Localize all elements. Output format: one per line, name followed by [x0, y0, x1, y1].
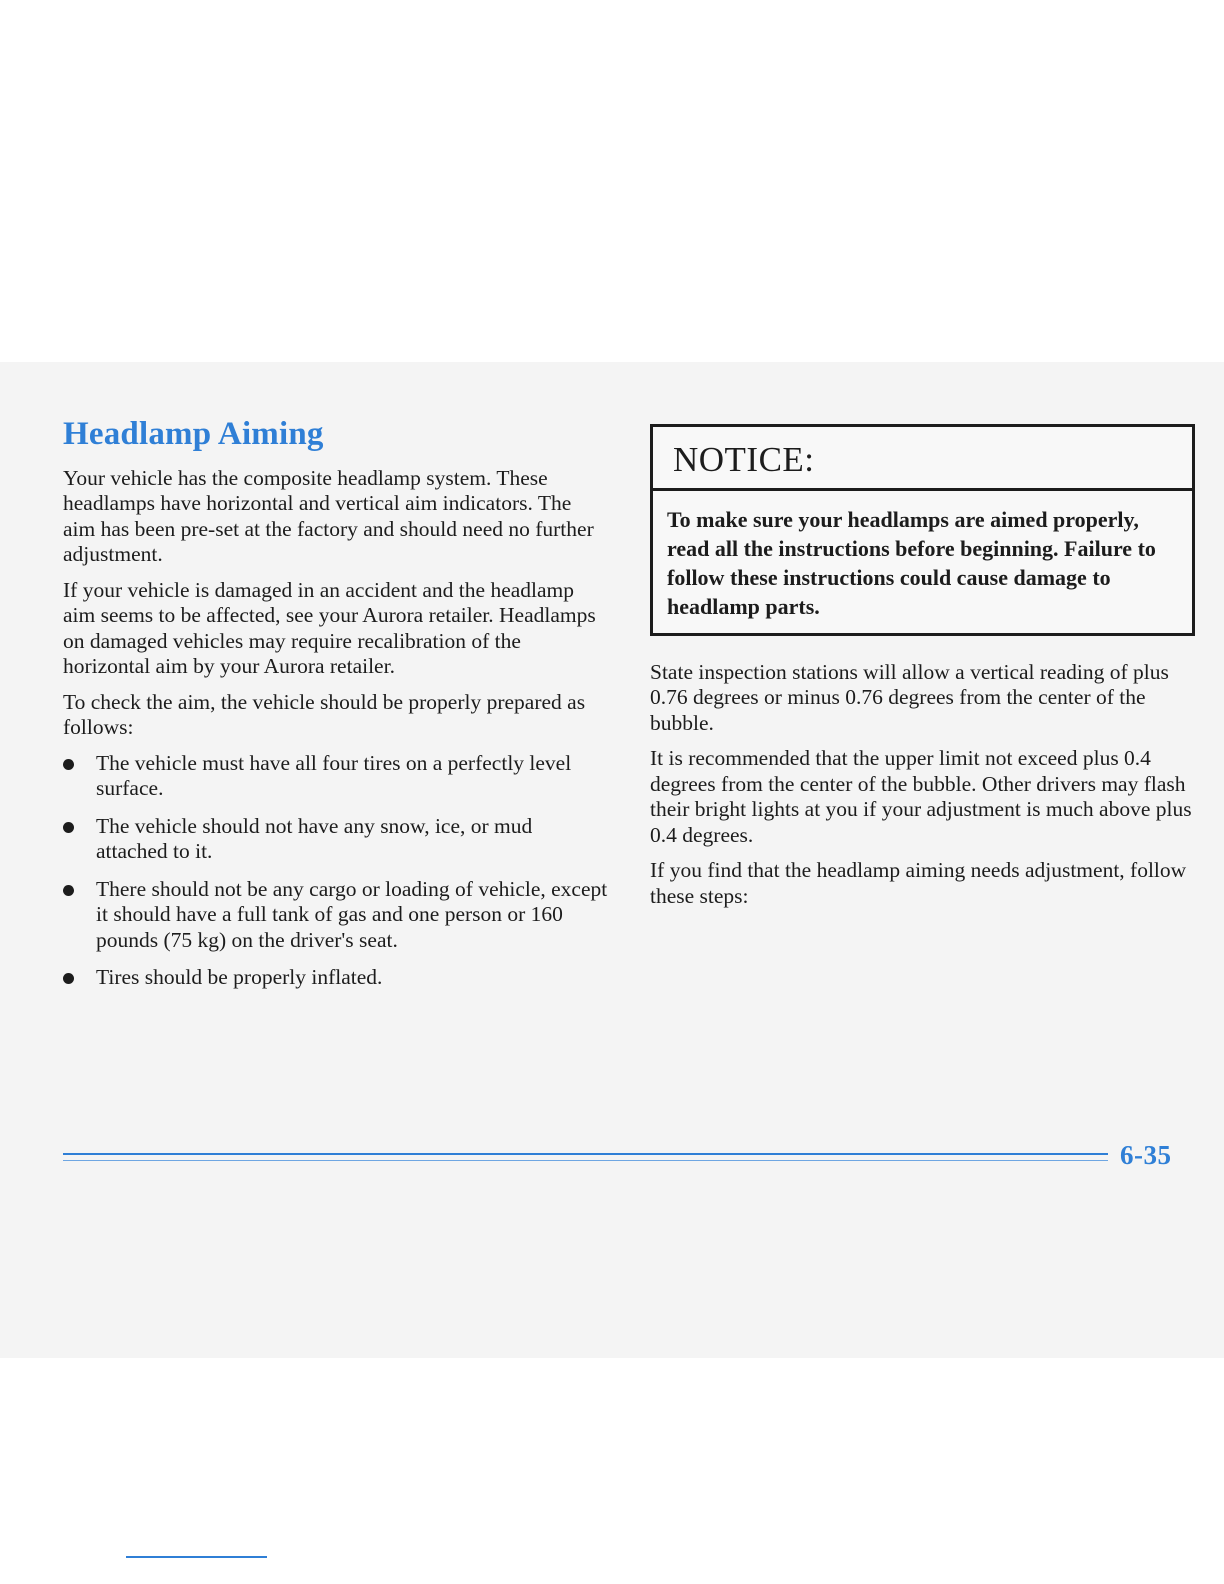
- list-item-text: Tires should be properly inflated.: [96, 965, 383, 990]
- bullet-icon: [63, 822, 74, 833]
- inspection-paragraph: State inspection stations will allow a vertical reading of plus 0.76 degrees or minus 0.76 degrees from the center of the bubble.: [650, 659, 1169, 735]
- section-title: Headlamp Aiming: [63, 416, 324, 452]
- damage-paragraph: If your vehicle is damaged in an accident and the headlamp aim seems to be affected, see your Aurora retailer. Headlamps on damaged vehicles may require recalibration of the horizontal aim by your Aurora retailer.: [63, 577, 596, 679]
- page-number: 6-35: [1120, 1140, 1172, 1170]
- adjustment-paragraph: If you find that the headlamp aiming needs adjustment, follow these steps:: [650, 858, 1187, 908]
- list-item: [63, 751, 608, 802]
- footer-rule: [63, 1153, 1108, 1166]
- notice-heading: NOTICE:: [653, 427, 1192, 491]
- right-text: [650, 660, 1195, 910]
- notice-body: To make sure your headlamps are aimed properly, read all the instructions before beginning. Failure to follow these instructions could cause damage to headlamp parts.: [667, 506, 1156, 619]
- bottom-rule: [126, 1556, 267, 1558]
- list-item-text: The vehicle must have all four tires on a perfectly level surface.: [96, 750, 572, 801]
- list-item-text: The vehicle should not have any snow, ice, or mud attached to it.: [96, 813, 533, 864]
- right-column: [650, 424, 1195, 919]
- list-item-text: There should not be any cargo or loading of vehicle, except it should have a full tank of gas and one person or 160 pounds (75 kg) on the driver's seat.: [96, 876, 608, 952]
- check-aim-paragraph: To check the aim, the vehicle should be properly prepared as follows:: [63, 689, 586, 740]
- list-item: [63, 814, 608, 865]
- bullet-icon: [63, 885, 74, 896]
- upper-limit-paragraph: It is recommended that the upper limit not exceed plus 0.4 degrees from the center of the bubble. Other drivers may flash their bright lights at you if your adjustment is much above plus 0.4 degrees.: [650, 746, 1192, 847]
- intro-paragraph: Your vehicle has the composite headlamp system. These headlamps have horizontal and vertical aim indicators. The aim has been pre-set at the factory and should need no further adjustment.: [63, 465, 594, 567]
- footer-rule-line: [63, 1160, 1108, 1161]
- preparation-list: [63, 751, 608, 991]
- notice-box: [650, 424, 1195, 636]
- list-item: [63, 965, 608, 991]
- footer-rule-line: [63, 1153, 1108, 1155]
- list-item: [63, 877, 608, 954]
- bullet-icon: [63, 759, 74, 770]
- left-column: [63, 415, 608, 1003]
- bullet-icon: [63, 973, 74, 984]
